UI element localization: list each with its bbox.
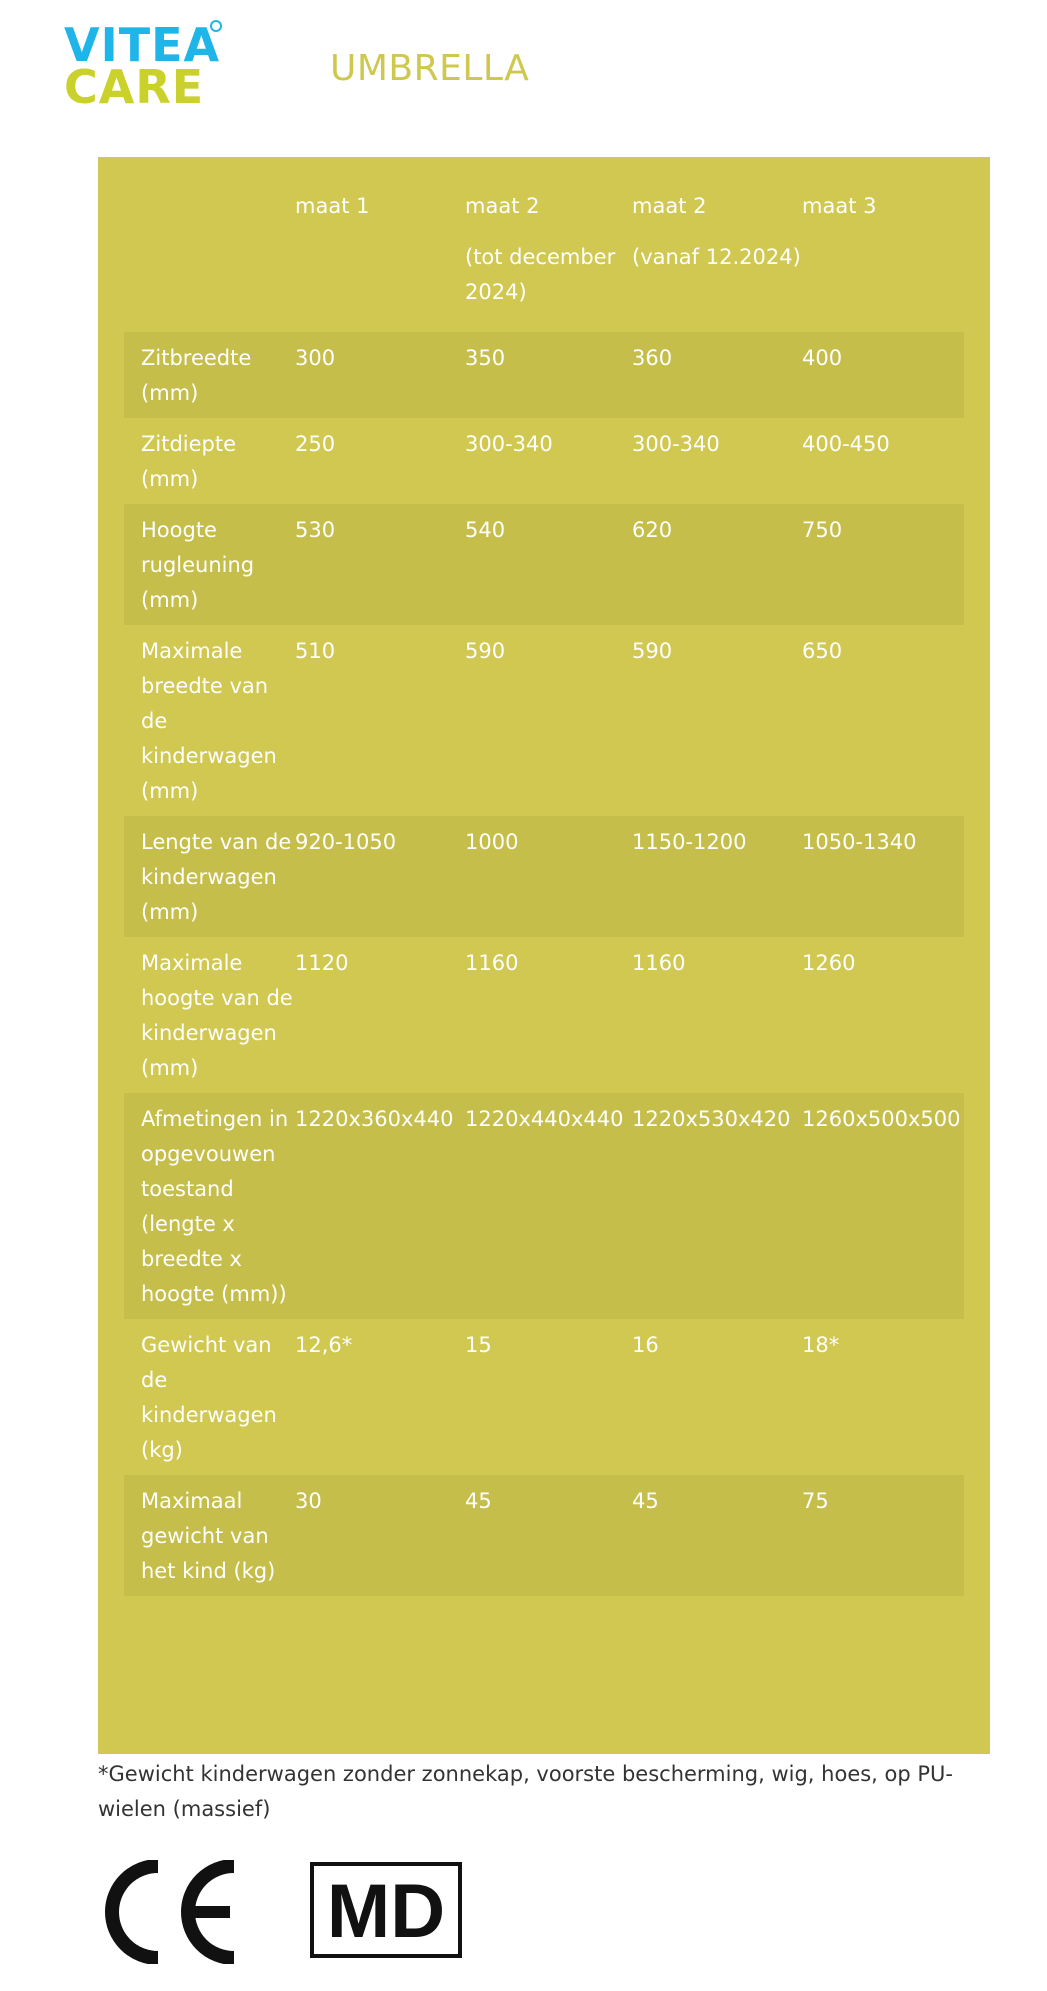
cell-value: 75 <box>802 1475 964 1596</box>
cell-value: 510 <box>295 639 336 663</box>
cell-value: 1260x500x500 <box>802 1093 964 1319</box>
row-label: Hoogte rugleuning (mm) <box>124 504 295 625</box>
cell-value: 750 <box>802 504 964 625</box>
row-label: Afmetingen in opgevouwen toestand (lengte x breedte x hoogte (mm)) <box>124 1093 295 1319</box>
registered-mark-icon <box>210 20 222 32</box>
cell-value: 18* <box>802 1333 840 1357</box>
medical-device-mark <box>310 1862 462 1958</box>
header-maat-2-old: maat 2 (tot december 2024) <box>465 157 632 332</box>
cell-value: 16 <box>632 1333 659 1357</box>
row-label: Gewicht van de kinderwagen (kg) <box>141 1333 277 1462</box>
cell-value: 920-1050 <box>295 816 465 937</box>
cell-value: 1220x440x440 <box>465 1093 632 1319</box>
page-title: UMBRELLA <box>330 48 530 89</box>
logo-line-2: CARE <box>64 60 205 114</box>
cell-value: 400-450 <box>802 432 890 456</box>
row-label: Zitdiepte (mm) <box>141 432 237 491</box>
table-row <box>124 504 964 625</box>
row-label: Lengte van de kinderwagen (mm) <box>124 816 295 937</box>
table-header-row <box>124 157 964 332</box>
md-label: MD <box>326 1869 446 1954</box>
spec-table-panel <box>98 157 990 1754</box>
cell-value: 530 <box>295 504 465 625</box>
table-row <box>124 418 964 504</box>
cell-value: 300-340 <box>465 432 553 456</box>
cell-value: 1050-1340 <box>802 816 964 937</box>
header-maat-3: maat 3 <box>802 194 877 218</box>
table-row <box>124 1319 964 1475</box>
table-row <box>124 1093 964 1319</box>
cell-value: 1260 <box>802 951 856 975</box>
cell-value: 1120 <box>295 951 349 975</box>
header-maat-2-new: maat 2 (vanaf 12.2024) <box>632 157 802 332</box>
cell-value: 590 <box>632 639 673 663</box>
weight-footnote: *Gewicht kinderwagen zonder zonnekap, voorste bescherming, wig, hoes, op PU-wielen (massief) <box>98 1762 953 1821</box>
header-empty-cell <box>124 157 295 332</box>
header-maat-2-old-note: (tot december 2024) <box>465 245 616 304</box>
cell-value: 400 <box>802 332 964 418</box>
cell-value: 12,6* <box>295 1333 353 1357</box>
cell-value: 350 <box>465 332 632 418</box>
header-maat-2-new-note: (vanaf 12.2024) <box>632 245 801 269</box>
cell-value: 45 <box>632 1475 802 1596</box>
cell-value: 540 <box>465 504 632 625</box>
cell-value: 1160 <box>632 951 686 975</box>
table-row <box>124 1475 964 1596</box>
row-label: Maximale hoogte van de kinderwagen (mm) <box>141 951 293 1080</box>
cell-value: 590 <box>465 639 506 663</box>
cell-value: 300-340 <box>632 432 720 456</box>
cell-value: 1220x530x420 <box>632 1093 802 1319</box>
cell-value: 1220x360x440 <box>295 1093 465 1319</box>
cell-value: 300 <box>295 332 465 418</box>
cell-value: 360 <box>632 332 802 418</box>
cell-value: 45 <box>465 1475 632 1596</box>
table-row <box>124 816 964 937</box>
cell-value: 30 <box>295 1475 465 1596</box>
vitea-care-logo[interactable] <box>64 18 224 114</box>
cell-value: 620 <box>632 504 802 625</box>
spec-table <box>124 157 964 1596</box>
header-maat-1: maat 1 <box>295 194 370 218</box>
cell-value: 15 <box>465 1333 492 1357</box>
cell-value: 1150-1200 <box>632 816 802 937</box>
row-label: Maximale breedte van de kinderwagen (mm) <box>141 639 277 803</box>
ce-mark-icon <box>98 1860 243 1964</box>
table-row <box>124 937 964 1093</box>
cell-value: 1000 <box>465 816 632 937</box>
table-row <box>124 625 964 816</box>
cell-value: 650 <box>802 639 843 663</box>
logo-line-1: VITEA <box>64 18 221 72</box>
table-row <box>124 332 964 418</box>
cell-value: 250 <box>295 432 336 456</box>
row-label: Maximaal gewicht van het kind (kg) <box>124 1475 295 1596</box>
cell-value: 1160 <box>465 951 519 975</box>
row-label: Zitbreedte (mm) <box>124 332 295 418</box>
